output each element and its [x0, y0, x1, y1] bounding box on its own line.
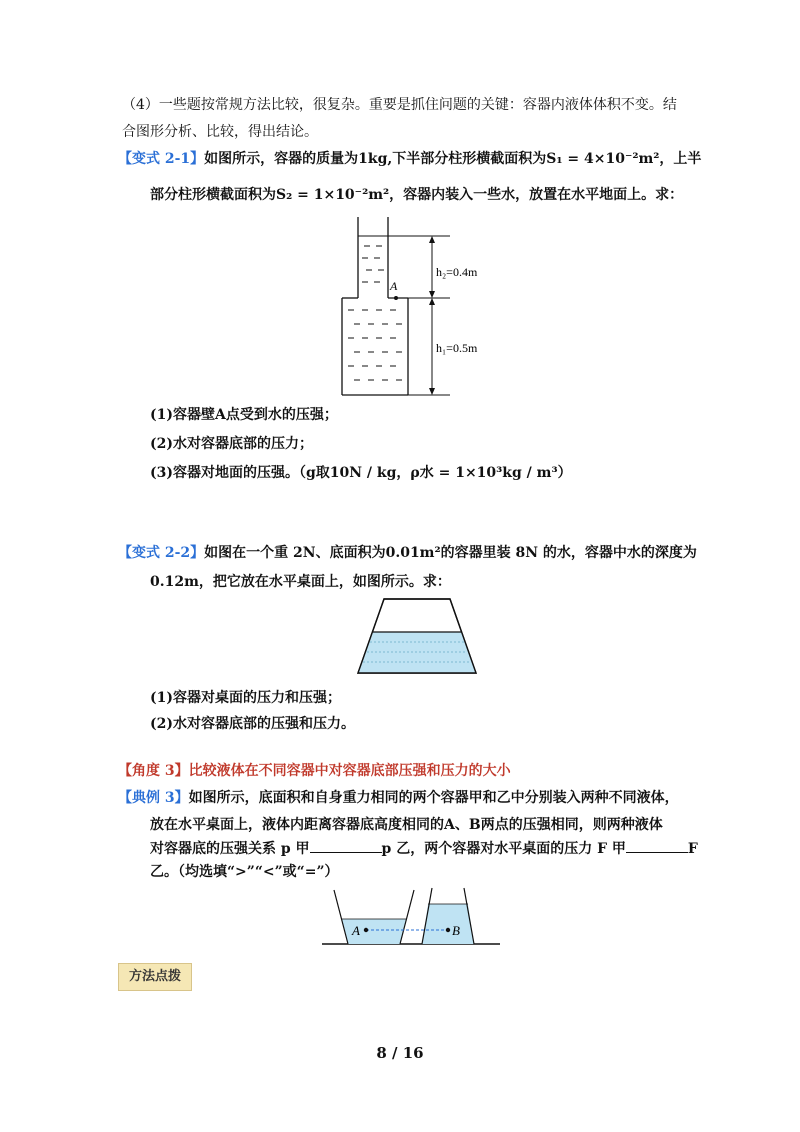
v22-trapezoid-container [350, 596, 490, 676]
point-a-dot-ex3 [364, 928, 368, 932]
h1-label: h₁=0.5m [436, 341, 478, 355]
angle3-tag: 【角度 3】 [118, 763, 189, 779]
ex3-text-3c: F [687, 841, 698, 857]
v21-q2: (2)水对容器底部的压力； [150, 436, 313, 452]
h2-label: h₂=0.4m [436, 265, 478, 279]
v21-tag: 【变式 2-1】 [118, 151, 205, 167]
point-a-label: A [390, 279, 398, 293]
ex3-line-3 [150, 838, 698, 859]
point-b-dot-ex3 [446, 928, 450, 932]
intro-line-2: 合图形分析、比较，得出结论。 [122, 124, 318, 140]
ex3-line-2: 放在水平桌面上，液体内距离容器底高度相同的A、B两点的压强相同，则两种液体 [150, 817, 663, 833]
v21-q3: (3)容器对地面的压强。（g取10N / kg，ρ水 = 1×10³kg / m³） [150, 465, 572, 481]
v21-line-2: 部分柱形横截面积为S₂ = 1×10⁻²m²，容器内装入一些水，放置在水平地面上。求： [150, 187, 684, 203]
ex3-text-1: 如图所示，底面积和自身重力相同的两个容器甲和乙中分别装入两种不同液体， [188, 790, 679, 806]
v22-q2: (2)水对容器底部的压强和压力。 [150, 716, 355, 732]
blank-force[interactable] [626, 838, 688, 853]
point-a-dot [394, 296, 398, 300]
v22-line-2: 0.12m，把它放在水平桌面上，如图所示。求： [150, 574, 451, 590]
v22-line-1 [118, 543, 697, 563]
ex3-text-3a: 对容器底的压强关系 p 甲 [150, 841, 310, 857]
method-tag: 方法点拨 [118, 963, 192, 991]
angle3-title: 比较液体在不同容器中对容器底部压强和压力的大小 [188, 763, 511, 779]
v21-line-1 [118, 149, 701, 169]
v21-container-figure [320, 212, 520, 402]
v22-tag: 【变式 2-2】 [118, 545, 205, 561]
v22-q1: (1)容器对桌面的压力和压强； [150, 690, 341, 706]
blank-pressure[interactable] [310, 838, 382, 853]
page-number: 8 / 16 [376, 1044, 424, 1062]
ex3-line-1 [118, 788, 679, 808]
v21-q1: (1)容器壁A点受到水的压强； [150, 407, 338, 423]
label-b-ex3: B [452, 923, 460, 938]
ex3-line-4: 乙。（均选填“>”“<”或“=”） [150, 864, 339, 880]
ex3-tag: 【典例 3】 [118, 790, 189, 806]
ex3-two-containers-figure [320, 884, 504, 948]
ex3-text-3b: p 乙，两个容器对水平桌面的压力 F 甲 [381, 841, 626, 857]
v21-text-1: 如图所示，容器的质量为1kg,下半部分柱形横截面积为S₁ = 4×10⁻²m²，上半 [204, 151, 702, 167]
label-a-ex3: A [352, 923, 360, 938]
intro-line-1: （4）一些题按常规方法比较，很复杂。重要是抓住问题的关键：容器内液体体积不变。结 [122, 97, 677, 113]
angle3-heading [118, 761, 511, 781]
v22-text-1: 如图在一个重 2N、底面积为0.01m²的容器里装 8N 的水，容器中水的深度为 [204, 545, 697, 561]
